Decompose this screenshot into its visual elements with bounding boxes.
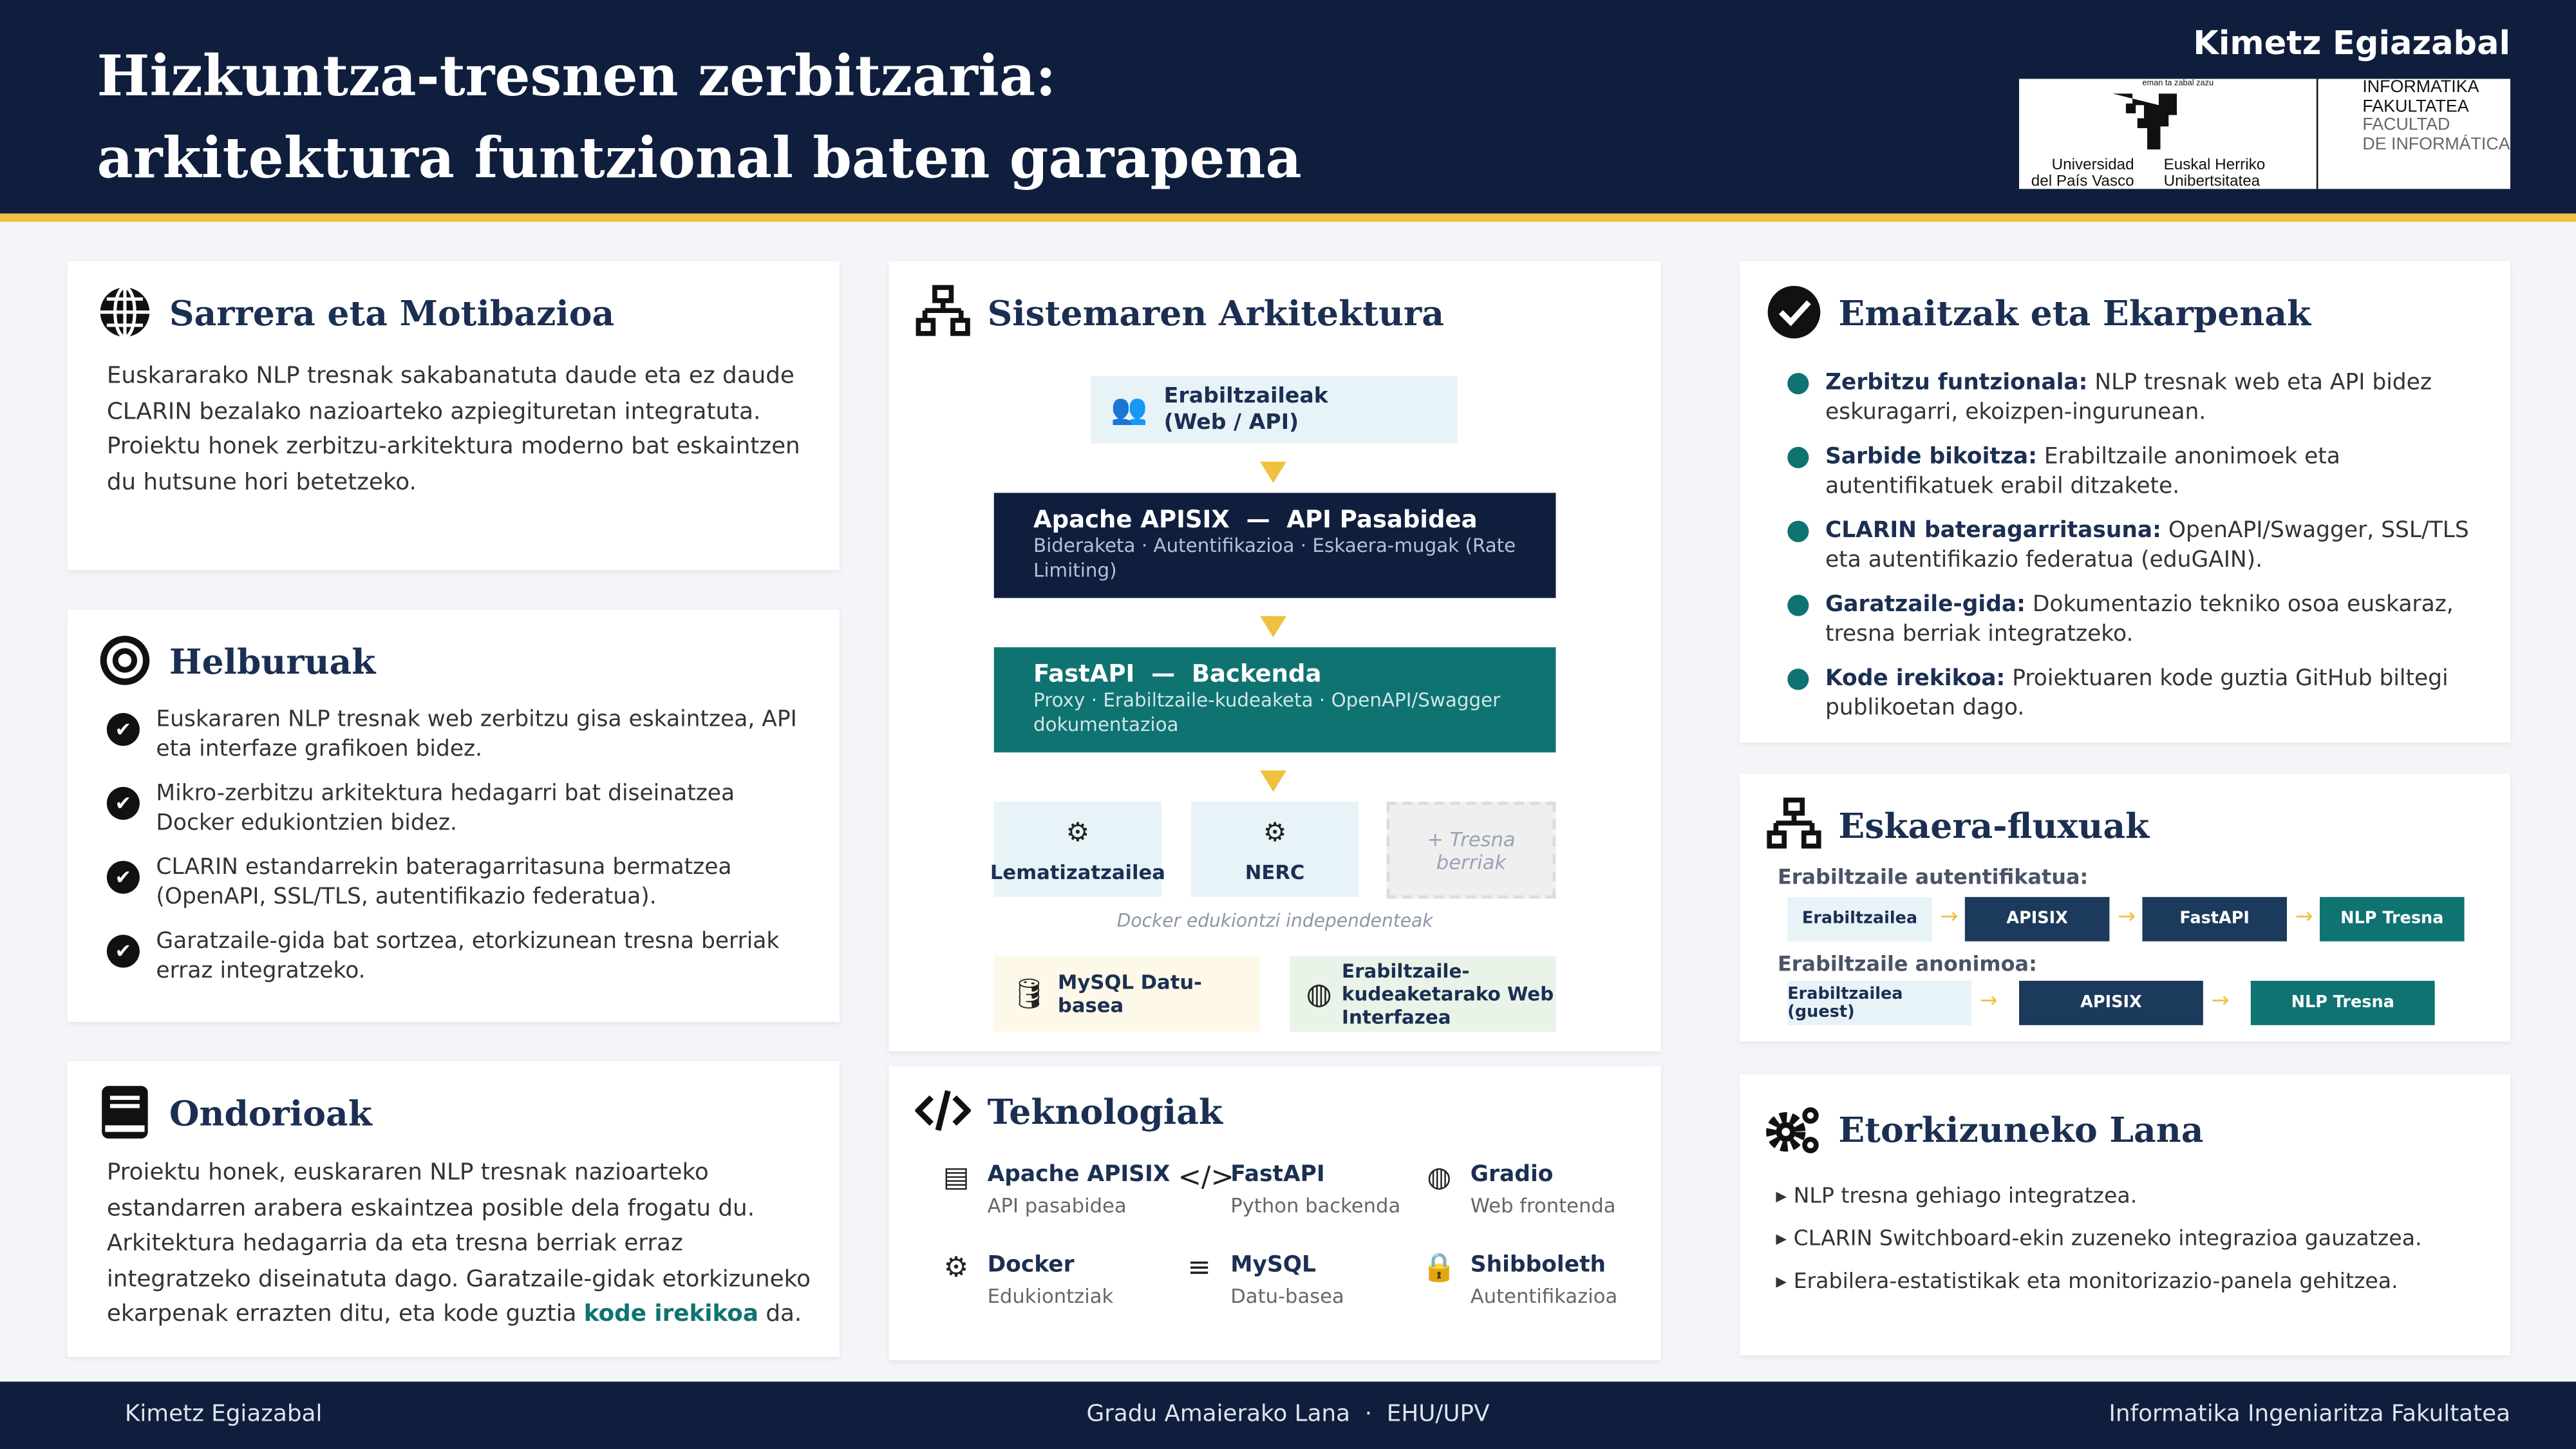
- gears-icon: ⚙: [1066, 815, 1090, 848]
- card-heading: [97, 1084, 372, 1141]
- result-label: Garatzaile-gida:: [1825, 591, 2026, 618]
- arrow-right-icon: →: [2295, 905, 2313, 930]
- bullet-dot-icon: [1787, 594, 1809, 616]
- heading-text: Ondorioak: [169, 1092, 372, 1133]
- users-box: [1091, 376, 1457, 444]
- web-interface-box: [1290, 956, 1556, 1032]
- logo-text: INFORMATIKA: [2362, 77, 2479, 97]
- footer-center: Gradu Amaierako Lana · EHU/UPV: [1086, 1401, 1490, 1428]
- future-work-item: ▸ Erabilera-estatistikak eta monitorizazio-panela gehitzea.: [1776, 1269, 2398, 1295]
- gateway-title: Apache APISIX — API Pasabidea: [1033, 507, 1478, 535]
- users-label: (Web / API): [1163, 410, 1299, 435]
- flow-step: Erabiltzailea (guest): [1787, 981, 1971, 1025]
- footer: [0, 1381, 2576, 1449]
- arrow-right-icon: →: [2118, 905, 2136, 930]
- bullet-dot-icon: [1787, 373, 1809, 394]
- footer-author: Kimetz Egiazabal: [124, 1401, 323, 1428]
- logo-text: Euskal Herriko: [2163, 156, 2266, 175]
- logo-divider: [2317, 79, 2318, 189]
- card-arkitektura: [888, 261, 1660, 1052]
- lock-icon: 🔒: [1422, 1251, 1457, 1285]
- open-source-highlight: kode irekikoa: [583, 1301, 758, 1328]
- card-heading: [1766, 284, 2311, 340]
- arrow-right-icon: →: [1940, 905, 1959, 930]
- heading-text: Etorkizuneko Lana: [1838, 1108, 2204, 1150]
- objective-text: Euskararen NLP tresnak web zerbitzu gisa eskaintzea, API eta interfaze grafikoen bidez.: [156, 706, 797, 762]
- logo-text: DE INFORMÁTICA: [2362, 133, 2510, 154]
- tech-name: Shibboleth: [1470, 1251, 1606, 1278]
- objective-item: [107, 705, 813, 764]
- docker-note: Docker edukiontzi independenteak: [1116, 910, 1433, 932]
- auth-flow-label: Erabiltzaile autentifikatua:: [1777, 864, 2089, 889]
- code-icon: </>: [1178, 1161, 1234, 1195]
- logo-text: Unibertsitatea: [2163, 172, 2261, 191]
- tech-desc: Edukiontziak: [987, 1284, 1114, 1308]
- bullet-dot-icon: [1787, 447, 1809, 468]
- conclusion-text-part: Proiektu honek, euskararen NLP tresnak nazioarteko estandarren arabera eskaintzea posible dela frogatu du. Arkitektura hedagarria da eta tresna berriak erraz integratzeko diseinatuta dago. Garatzaile-gidak etorkizuneko ekarpenak errazten ditu, eta kode guztia: [106, 1160, 811, 1328]
- code-icon: [915, 1083, 971, 1139]
- ehu-logo: [2019, 79, 2510, 189]
- tool-box-nerc: [1191, 802, 1359, 897]
- result-label: CLARIN bateragarritasuna:: [1825, 517, 2161, 544]
- tech-item: [1178, 1162, 1401, 1219]
- title-line-2: arkitektura funtzional baten garapena: [97, 126, 1302, 193]
- result-item: [1787, 442, 2477, 501]
- flow-step: APISIX: [2019, 981, 2203, 1025]
- bullet-dot-icon: [1787, 521, 1809, 542]
- tech-name: Docker: [987, 1251, 1075, 1278]
- backend-title: FastAPI — Backenda: [1033, 662, 1322, 688]
- web-interface-label: Erabiltzaile-kudeaketarako Web Interfazea: [1342, 959, 1554, 1028]
- result-text: NLP tresnak web eta API bidez eskuragarri, ekoizpen-ingurunean.: [1825, 369, 2432, 426]
- heading-text: Eskaera-fluxuak: [1838, 804, 2150, 846]
- sitemap-icon: [915, 284, 971, 340]
- heading-text: Emaitzak eta Ekarpenak: [1838, 291, 2311, 333]
- tech-name: MySQL: [1230, 1251, 1317, 1278]
- database-box: [994, 956, 1260, 1032]
- gold-band: [0, 214, 2576, 222]
- flow-step: FastAPI: [2142, 897, 2287, 942]
- check-icon: ✔: [107, 713, 140, 746]
- tech-item: [1178, 1252, 1344, 1309]
- anon-flow-label: Erabiltzaile anonimoa:: [1777, 951, 2037, 976]
- tool-label: Lematizatzailea: [990, 860, 1165, 884]
- flow-arrow-icon: [1260, 770, 1286, 791]
- logo-text: del País Vasco: [2031, 172, 2134, 191]
- gears-icon: [1766, 1101, 1822, 1157]
- card-heading: [1766, 1101, 2203, 1157]
- header: [0, 0, 2576, 214]
- objective-item: [107, 779, 813, 838]
- logo-text: FACULTAD: [2362, 115, 2450, 135]
- check-icon: ✔: [107, 861, 140, 894]
- tech-desc: Datu-basea: [1230, 1284, 1344, 1308]
- future-work-item: ▸ CLARIN Switchboard-ekin zuzeneko integrazioa gauzatzea.: [1776, 1227, 2422, 1252]
- heading-text: Teknologiak: [987, 1090, 1223, 1132]
- target-icon: [97, 632, 153, 688]
- database-label: MySQL Datu-basea: [1057, 971, 1202, 1018]
- result-item: [1787, 664, 2477, 723]
- card-heading: [97, 632, 376, 688]
- book-icon: [97, 1084, 153, 1141]
- result-text: Proiektuaren kode guztia GitHub biltegi publikoetan dago.: [1825, 665, 2449, 721]
- arrow-right-icon: →: [1979, 989, 1998, 1014]
- objective-item: [107, 853, 813, 912]
- result-label: Zerbitzu funtzionala:: [1825, 369, 2088, 396]
- flow-step: Erabiltzailea: [1787, 897, 1932, 942]
- card-heading: [915, 1083, 1223, 1139]
- new-tools-placeholder: + Tresna berriak: [1387, 802, 1556, 899]
- backend-subtitle: Proxy · Erabiltzaile-kudeaketa · OpenAPI/Swagger dokumentazioa: [1033, 688, 1501, 736]
- tool-label: NERC: [1245, 860, 1305, 884]
- gears-icon: ⚙: [1263, 815, 1287, 848]
- users-label: Erabiltzaileak: [1163, 383, 1328, 408]
- result-label: Kode irekikoa:: [1825, 665, 2006, 692]
- check-icon: ✔: [107, 787, 140, 820]
- heading-text: Sarrera eta Motibazioa: [169, 291, 615, 333]
- card-etorkizuna: [1740, 1074, 2510, 1355]
- card-sarrera: [68, 261, 840, 571]
- intro-text: Euskararako NLP tresnak sakabanatuta daude eta ez daude CLARIN bezalako nazioarteko azpiegituretan integratuta. Proiektu honek zerbitzu-arkitektura moderno bat eskaintzen du hutsune hori betetzeko.: [106, 363, 800, 496]
- author: Kimetz Egiazabal: [2193, 23, 2510, 62]
- tech-name: FastAPI: [1230, 1161, 1325, 1188]
- tech-desc: API pasabidea: [987, 1194, 1127, 1218]
- arrow-right-icon: →: [2211, 989, 2230, 1014]
- result-item: [1787, 516, 2477, 575]
- objective-item: [107, 927, 813, 986]
- tech-name: Apache APISIX: [987, 1161, 1170, 1188]
- card-heading: [1766, 797, 2149, 853]
- tech-item: [935, 1252, 1113, 1309]
- title-line-1: Hizkuntza-tresnen zerbitzaria:: [97, 44, 1057, 110]
- logo-text: FAKULTATEA: [2362, 96, 2469, 116]
- card-heading: [915, 284, 1444, 340]
- card-heading: [97, 284, 615, 340]
- flow-arrow-icon: [1260, 462, 1286, 483]
- objective-text: Garatzaile-gida bat sortzea, etorkizunean tresna berriak erraz integratzeko.: [156, 928, 780, 985]
- check-circle-icon: [1766, 284, 1822, 340]
- users-icon: 👥: [1110, 392, 1148, 428]
- gateway-box: [994, 493, 1556, 598]
- tech-item: [1418, 1252, 1617, 1309]
- tool-box-lematizatzailea: [990, 802, 1165, 897]
- card-helburuak: [68, 609, 840, 1021]
- tech-desc: Autentifikazioa: [1470, 1284, 1618, 1308]
- flow-step: NLP Tresna: [2320, 897, 2465, 942]
- card-ondorioak: [68, 1061, 840, 1357]
- tree-emblem-icon: [2109, 90, 2195, 149]
- conclusion-text: [107, 1157, 813, 1333]
- tech-item: [1418, 1162, 1615, 1219]
- heading-text: Helburuak: [169, 639, 376, 681]
- sitemap-icon: [1766, 797, 1822, 853]
- tech-name: Gradio: [1470, 1161, 1554, 1188]
- tech-desc: Web frontenda: [1470, 1194, 1616, 1218]
- database-icon: 🛢: [1010, 976, 1048, 1012]
- footer-faculty: Informatika Ingeniaritza Fakultatea: [2109, 1401, 2510, 1428]
- card-emaitzak: [1740, 261, 2510, 743]
- result-text: Erabiltzaile anonimoek eta autentifikatuek erabil ditzakete.: [1825, 443, 2340, 500]
- result-text: Dokumentazio tekniko osoa euskaraz, tresna berriak integratzeko.: [1825, 591, 2454, 648]
- result-label: Sarbide bikoitza:: [1825, 443, 2037, 470]
- heading-text: Sistemaren Arkitektura: [987, 291, 1444, 333]
- result-text: OpenAPI/Swagger, SSL/TLS eta autentifikazio federatua (eduGAIN).: [1825, 517, 2469, 574]
- bullet-dot-icon: [1787, 668, 1809, 690]
- logo-text: Universidad: [2051, 156, 2134, 175]
- gears-icon: ⚙: [943, 1251, 969, 1285]
- result-item: [1787, 590, 2477, 649]
- flow-arrow-icon: [1260, 616, 1286, 638]
- poster-title: [97, 36, 1302, 200]
- flow-step: NLP Tresna: [2251, 981, 2435, 1025]
- result-item: [1787, 368, 2477, 427]
- card-teknologiak: [888, 1066, 1660, 1361]
- tech-item: [935, 1162, 1170, 1219]
- check-icon: ✔: [107, 935, 140, 968]
- globe-icon: ◍: [1427, 1161, 1452, 1195]
- future-work-item: ▸ NLP tresna gehiago integratzea.: [1776, 1184, 2138, 1209]
- flow-step: APISIX: [1965, 897, 2110, 942]
- globe-icon: [97, 284, 153, 340]
- objective-text: CLARIN estandarrekin bateragarritasuna bermatzea (OpenAPI, SSL/TLS, autentifikazio federatua).: [156, 854, 732, 911]
- tech-desc: Python backenda: [1230, 1194, 1401, 1218]
- logo-motto: eman ta zabal zazu: [2142, 79, 2214, 89]
- objective-text: Mikro-zerbitzu arkitektura hedagarri bat diseinatzea Docker edukiontzien bidez.: [156, 780, 735, 837]
- server-icon: ▤: [943, 1161, 970, 1195]
- conclusion-text-part: da.: [758, 1301, 802, 1328]
- card-eskaera: [1740, 774, 2510, 1042]
- database-icon: ≡: [1187, 1251, 1211, 1285]
- backend-box: [994, 647, 1556, 752]
- gateway-subtitle: Bideraketa · Autentifikazioa · Eskaera-mugak (Rate Limiting): [1033, 534, 1516, 582]
- globe-icon: ◍: [1306, 976, 1332, 1012]
